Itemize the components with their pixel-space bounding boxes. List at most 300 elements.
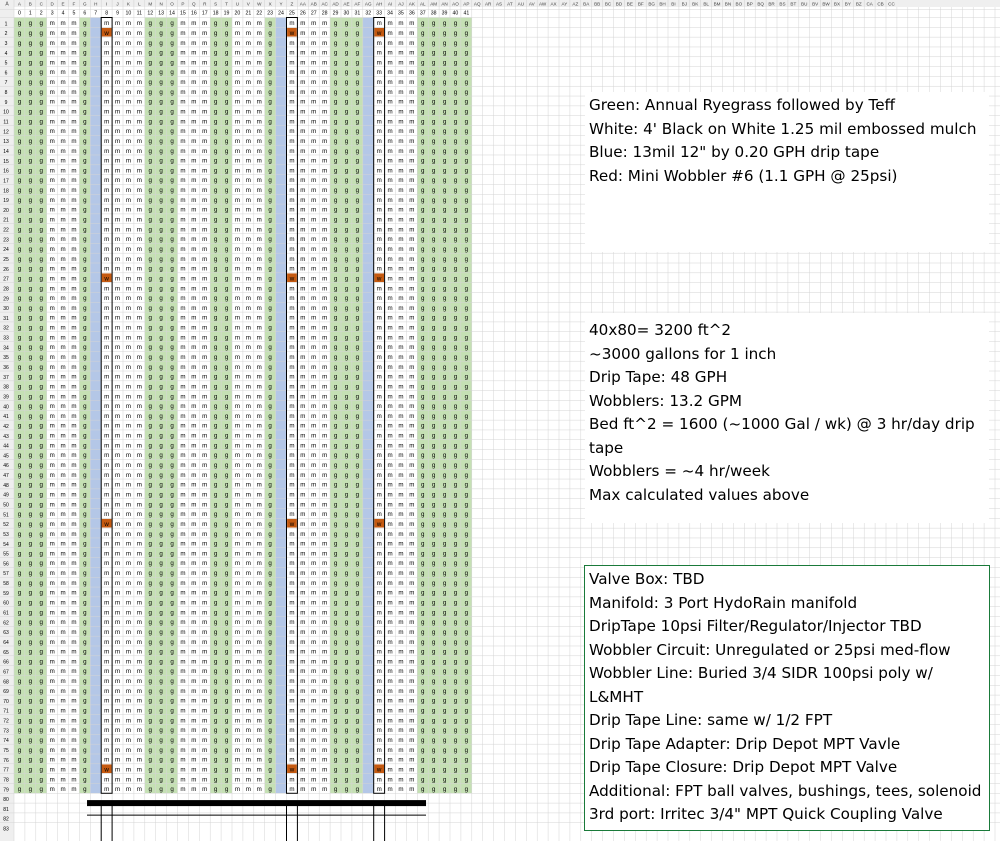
cell-glyph: g	[268, 786, 272, 793]
row1-number: 26	[300, 11, 306, 17]
cell-glyph: m	[377, 266, 382, 273]
cell-glyph: g	[40, 452, 44, 459]
cell-glyph: m	[126, 629, 131, 636]
cell-glyph: m	[257, 452, 262, 459]
cell-glyph: g	[432, 550, 436, 557]
cell-glyph: g	[18, 541, 22, 548]
cell-glyph: g	[214, 649, 218, 656]
cell-glyph: m	[246, 550, 251, 557]
cell-glyph: m	[180, 786, 185, 793]
cell-glyph: g	[421, 668, 425, 675]
cell-glyph: m	[191, 668, 196, 675]
cell-glyph: g	[465, 560, 469, 567]
cell-glyph: g	[40, 717, 44, 724]
cell-glyph: m	[137, 747, 142, 754]
cell-glyph: g	[454, 40, 458, 47]
cell-glyph: g	[40, 737, 44, 744]
cell-glyph: g	[29, 678, 33, 685]
cell-glyph: m	[60, 776, 65, 783]
cell-glyph: g	[334, 295, 338, 302]
cell-glyph: m	[322, 40, 327, 47]
cell-glyph: m	[300, 442, 305, 449]
cell-glyph: m	[377, 50, 382, 57]
cell-glyph: g	[214, 491, 218, 498]
cell-glyph: m	[311, 207, 316, 214]
cell-glyph: m	[104, 207, 109, 214]
cell-glyph: m	[115, 374, 120, 381]
cell-glyph: g	[268, 177, 272, 184]
cell-glyph: m	[137, 158, 142, 165]
cell-glyph: m	[50, 344, 55, 351]
cell-glyph: m	[126, 177, 131, 184]
column-header: AY	[562, 2, 568, 7]
cell-glyph: g	[29, 658, 33, 665]
cell-glyph: m	[115, 541, 120, 548]
cell-glyph: m	[235, 747, 240, 754]
cell-glyph: m	[202, 580, 207, 587]
cell-glyph: g	[149, 374, 153, 381]
row1-number: 32	[365, 11, 371, 17]
cell-glyph: m	[377, 197, 382, 204]
column-header: K	[127, 2, 131, 7]
cell-glyph: m	[71, 40, 76, 47]
cell-glyph: g	[214, 158, 218, 165]
cell-glyph: m	[115, 89, 120, 96]
cell-glyph: g	[29, 619, 33, 626]
cell-glyph: m	[257, 89, 262, 96]
cell-glyph: g	[356, 491, 360, 498]
cell-glyph: m	[246, 89, 251, 96]
cell-glyph: m	[50, 325, 55, 332]
cell-glyph: g	[465, 462, 469, 469]
cell-glyph: m	[60, 757, 65, 764]
cell-glyph: g	[149, 708, 153, 715]
cell-glyph: g	[465, 482, 469, 489]
cell-glyph: g	[29, 698, 33, 705]
cell-glyph: g	[83, 158, 87, 165]
row-number: 56	[3, 561, 9, 567]
cell-glyph: m	[191, 177, 196, 184]
cell-glyph: g	[214, 148, 218, 155]
cell-glyph: g	[432, 275, 436, 282]
cell-glyph: m	[71, 20, 76, 27]
cell-glyph: m	[387, 325, 392, 332]
cell-glyph: m	[246, 325, 251, 332]
cell-glyph: g	[40, 226, 44, 233]
water-calc-notes[interactable]	[585, 313, 989, 523]
cell-glyph: g	[170, 40, 174, 47]
cell-glyph: m	[311, 295, 316, 302]
cell-glyph: m	[289, 383, 294, 390]
cell-glyph: g	[149, 354, 153, 361]
row1-number: 19	[224, 11, 230, 17]
cell-glyph: m	[104, 678, 109, 685]
cell-glyph: g	[29, 246, 33, 253]
cell-glyph: m	[409, 433, 414, 440]
cell-glyph: m	[202, 59, 207, 66]
cell-glyph: m	[246, 668, 251, 675]
cell-glyph: m	[246, 128, 251, 135]
cell-glyph: g	[421, 295, 425, 302]
cell-glyph: g	[214, 688, 218, 695]
cell-glyph: g	[170, 295, 174, 302]
cell-glyph: g	[465, 167, 469, 174]
cell-glyph: g	[18, 717, 22, 724]
bed-column	[90, 18, 101, 794]
cell-glyph: m	[398, 786, 403, 793]
cell-glyph: m	[300, 50, 305, 57]
cell-glyph: g	[40, 570, 44, 577]
cell-glyph: m	[322, 403, 327, 410]
cell-glyph: g	[465, 50, 469, 57]
cell-glyph: g	[421, 541, 425, 548]
cell-glyph: g	[170, 30, 174, 37]
cell-glyph: m	[235, 59, 240, 66]
cell-glyph: m	[387, 570, 392, 577]
cell-glyph: m	[398, 698, 403, 705]
cell-glyph: m	[71, 462, 76, 469]
cell-glyph: m	[191, 197, 196, 204]
row-number: 11	[3, 120, 8, 126]
cell-glyph: m	[387, 737, 392, 744]
cell-glyph: m	[300, 158, 305, 165]
cell-glyph: m	[202, 295, 207, 302]
cell-glyph: m	[300, 236, 305, 243]
cell-glyph: m	[115, 472, 120, 479]
cell-glyph: g	[443, 413, 447, 420]
cell-glyph: m	[398, 99, 403, 106]
cell-glyph: m	[322, 217, 327, 224]
cell-glyph: g	[83, 668, 87, 675]
cell-glyph: g	[214, 246, 218, 253]
cell-glyph: g	[149, 472, 153, 479]
cell-glyph: m	[115, 167, 120, 174]
cell-glyph: m	[180, 89, 185, 96]
cell-glyph: g	[443, 423, 447, 430]
cell-glyph: g	[149, 187, 153, 194]
cell-glyph: m	[126, 717, 131, 724]
cell-glyph: g	[465, 472, 469, 479]
cell-glyph: g	[454, 452, 458, 459]
cell-glyph: m	[246, 59, 251, 66]
cell-glyph: g	[421, 89, 425, 96]
cell-glyph: g	[454, 167, 458, 174]
cell-glyph: m	[311, 708, 316, 715]
cell-glyph: m	[60, 462, 65, 469]
cell-glyph: g	[432, 158, 436, 165]
cell-glyph: m	[322, 79, 327, 86]
cell-glyph: m	[191, 413, 196, 420]
cell-glyph: m	[104, 364, 109, 371]
cell-glyph: m	[50, 531, 55, 538]
cell-glyph: g	[29, 383, 33, 390]
cell-glyph: g	[83, 472, 87, 479]
cell-glyph: m	[115, 197, 120, 204]
cell-glyph: g	[170, 501, 174, 508]
cell-glyph: g	[421, 109, 425, 116]
cell-glyph: g	[225, 550, 229, 557]
cell-glyph: m	[322, 315, 327, 322]
cell-glyph: m	[257, 501, 262, 508]
cell-glyph: m	[202, 207, 207, 214]
cell-glyph: g	[149, 698, 153, 705]
cell-glyph: g	[29, 393, 33, 400]
cell-glyph: m	[377, 786, 382, 793]
cell-glyph: m	[50, 403, 55, 410]
cell-glyph: m	[60, 30, 65, 37]
cell-glyph: m	[289, 138, 294, 145]
cell-glyph: m	[60, 609, 65, 616]
cell-glyph: g	[454, 285, 458, 292]
cell-glyph: g	[29, 20, 33, 27]
cell-glyph: g	[214, 747, 218, 754]
cell-glyph: m	[289, 364, 294, 371]
cell-glyph: m	[104, 609, 109, 616]
cell-glyph: g	[465, 256, 469, 263]
cell-glyph: m	[126, 658, 131, 665]
cell-glyph: g	[432, 708, 436, 715]
cell-glyph: m	[71, 354, 76, 361]
cell-glyph: m	[398, 59, 403, 66]
cell-glyph: m	[50, 619, 55, 626]
cell-glyph: g	[454, 688, 458, 695]
cell-glyph: m	[180, 69, 185, 76]
cell-glyph: g	[465, 452, 469, 459]
cell-glyph: g	[334, 50, 338, 57]
cell-glyph: g	[345, 99, 349, 106]
cell-glyph: g	[421, 207, 425, 214]
cell-glyph: g	[18, 148, 22, 155]
cell-glyph: m	[71, 747, 76, 754]
cell-glyph: m	[50, 649, 55, 656]
cell-glyph: g	[465, 109, 469, 116]
cell-glyph: g	[83, 501, 87, 508]
cell-glyph: m	[311, 20, 316, 27]
cell-glyph: m	[289, 285, 294, 292]
row-number: 77	[3, 768, 9, 774]
cell-glyph: m	[180, 501, 185, 508]
cell-glyph: g	[454, 727, 458, 734]
row-number: 38	[3, 385, 9, 391]
cell-glyph: g	[454, 59, 458, 66]
cell-glyph: g	[268, 99, 272, 106]
cell-glyph: m	[104, 256, 109, 263]
cell-glyph: g	[159, 167, 163, 174]
cell-glyph: g	[443, 462, 447, 469]
cell-glyph: m	[137, 20, 142, 27]
cell-glyph: g	[465, 717, 469, 724]
cell-glyph: m	[398, 531, 403, 538]
cell-glyph: g	[83, 747, 87, 754]
cell-glyph: m	[126, 521, 131, 528]
cell-glyph: g	[356, 472, 360, 479]
cell-glyph: m	[387, 462, 392, 469]
cell-glyph: m	[71, 639, 76, 646]
cell-glyph: m	[409, 629, 414, 636]
cell-glyph: g	[159, 776, 163, 783]
cell-glyph: g	[268, 560, 272, 567]
cell-glyph: g	[149, 757, 153, 764]
cell-glyph: m	[104, 570, 109, 577]
cell-glyph: g	[454, 383, 458, 390]
cell-glyph: g	[443, 472, 447, 479]
cell-glyph: g	[443, 118, 447, 125]
cell-glyph: g	[356, 511, 360, 518]
cell-glyph: g	[454, 649, 458, 656]
cell-glyph: g	[18, 698, 22, 705]
cell-glyph: m	[235, 197, 240, 204]
cell-glyph: m	[311, 511, 316, 518]
row1-number: 8	[105, 11, 108, 17]
cell-glyph: g	[432, 30, 436, 37]
note-line: 40x80= 3200 ft^2	[589, 319, 989, 343]
cell-glyph: g	[465, 275, 469, 282]
cell-glyph: m	[409, 511, 414, 518]
cell-glyph: m	[257, 364, 262, 371]
cell-glyph: m	[300, 688, 305, 695]
cell-glyph: m	[180, 649, 185, 656]
cell-glyph: g	[214, 433, 218, 440]
cell-glyph: g	[40, 423, 44, 430]
cell-glyph: m	[137, 698, 142, 705]
cell-glyph: m	[289, 580, 294, 587]
cell-glyph: m	[115, 413, 120, 420]
cell-glyph: g	[454, 786, 458, 793]
cell-glyph: g	[454, 275, 458, 282]
cell-glyph: g	[40, 354, 44, 361]
cell-glyph: g	[149, 266, 153, 273]
cell-glyph: g	[214, 717, 218, 724]
cell-glyph: g	[443, 177, 447, 184]
cell-glyph: g	[40, 285, 44, 292]
cell-glyph: g	[29, 187, 33, 194]
cell-glyph: g	[432, 786, 436, 793]
cell-glyph: m	[191, 128, 196, 135]
cell-glyph: g	[149, 138, 153, 145]
cell-glyph: g	[149, 462, 153, 469]
cell-glyph: g	[432, 266, 436, 273]
cell-glyph: m	[246, 364, 251, 371]
cell-glyph: g	[465, 629, 469, 636]
cell-glyph: m	[311, 177, 316, 184]
cell-glyph: g	[334, 383, 338, 390]
cell-glyph: m	[387, 708, 392, 715]
cell-glyph: g	[149, 50, 153, 57]
cell-glyph: m	[180, 433, 185, 440]
cell-glyph: g	[345, 452, 349, 459]
cell-glyph: m	[202, 708, 207, 715]
cell-glyph: m	[50, 678, 55, 685]
cell-glyph: g	[170, 364, 174, 371]
cell-glyph: m	[409, 521, 414, 528]
cell-glyph: m	[322, 590, 327, 597]
cell-glyph: m	[289, 708, 294, 715]
cell-glyph: m	[289, 69, 294, 76]
cell-glyph: g	[159, 521, 163, 528]
cell-glyph: g	[454, 109, 458, 116]
cell-glyph: g	[159, 472, 163, 479]
cell-glyph: m	[126, 462, 131, 469]
cell-glyph: m	[126, 570, 131, 577]
cell-glyph: g	[465, 325, 469, 332]
cell-glyph: g	[465, 688, 469, 695]
cell-glyph: m	[311, 472, 316, 479]
cell-glyph: g	[443, 138, 447, 145]
cell-glyph: m	[300, 148, 305, 155]
cell-glyph: m	[311, 109, 316, 116]
cell-glyph: m	[180, 658, 185, 665]
color-key-notes[interactable]	[585, 92, 989, 252]
cell-glyph: m	[398, 393, 403, 400]
cell-glyph: m	[377, 560, 382, 567]
row-number: 50	[3, 503, 9, 509]
cell-glyph: g	[40, 776, 44, 783]
cell-glyph: g	[159, 658, 163, 665]
parts-list-notes[interactable]	[584, 565, 990, 831]
row1-number: 20	[235, 11, 241, 17]
cell-glyph: m	[137, 727, 142, 734]
cell-glyph: g	[334, 442, 338, 449]
cell-glyph: g	[149, 59, 153, 66]
cell-glyph: g	[356, 462, 360, 469]
cell-glyph: m	[289, 79, 294, 86]
bed-column	[276, 18, 287, 794]
cell-glyph: m	[60, 79, 65, 86]
cell-glyph: g	[214, 393, 218, 400]
cell-glyph: m	[235, 678, 240, 685]
cell-glyph: m	[71, 541, 76, 548]
cell-glyph: m	[398, 226, 403, 233]
cell-glyph: m	[387, 99, 392, 106]
cell-glyph: m	[322, 511, 327, 518]
cell-glyph: m	[191, 148, 196, 155]
cell-glyph: m	[60, 472, 65, 479]
cell-glyph: m	[235, 217, 240, 224]
cell-glyph: g	[40, 138, 44, 145]
cell-glyph: m	[257, 50, 262, 57]
cell-glyph: m	[50, 668, 55, 675]
cell-glyph: g	[170, 609, 174, 616]
cell-glyph: g	[170, 737, 174, 744]
cell-glyph: m	[246, 462, 251, 469]
cell-glyph: m	[115, 678, 120, 685]
cell-glyph: m	[409, 226, 414, 233]
cell-glyph: m	[60, 354, 65, 361]
row-number: 67	[3, 669, 9, 675]
cell-glyph: m	[398, 433, 403, 440]
cell-glyph: m	[180, 698, 185, 705]
cell-glyph: m	[202, 128, 207, 135]
cell-glyph: m	[300, 79, 305, 86]
cell-glyph: g	[454, 30, 458, 37]
cell-glyph: m	[202, 678, 207, 685]
cell-glyph: m	[377, 462, 382, 469]
cell-glyph: g	[443, 305, 447, 312]
cell-glyph: g	[421, 423, 425, 430]
cell-glyph: m	[202, 521, 207, 528]
cell-glyph: m	[115, 226, 120, 233]
cell-glyph: m	[387, 20, 392, 27]
cell-glyph: g	[29, 344, 33, 351]
cell-glyph: m	[289, 629, 294, 636]
cell-glyph: g	[83, 89, 87, 96]
cell-glyph: m	[137, 600, 142, 607]
cell-glyph: m	[387, 315, 392, 322]
cell-glyph: m	[398, 383, 403, 390]
cell-glyph: g	[29, 531, 33, 538]
cell-glyph: m	[71, 619, 76, 626]
cell-glyph: m	[180, 364, 185, 371]
